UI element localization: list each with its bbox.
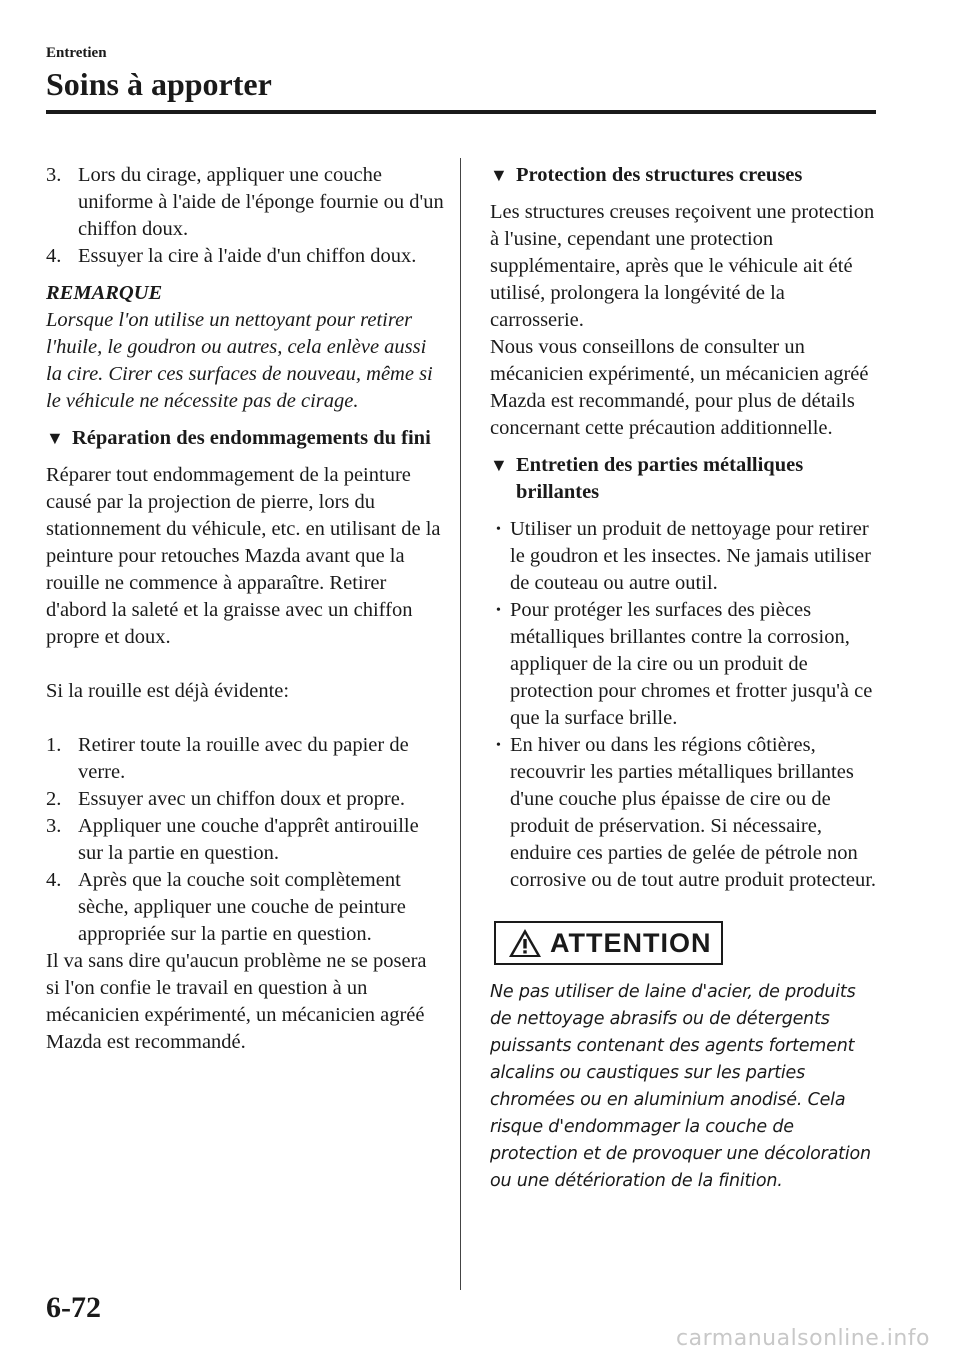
section-label: Entretien <box>46 45 107 61</box>
step-number: 2. <box>46 788 62 810</box>
heading-text: Entretien des parties métalliques brillantes <box>516 454 804 503</box>
paragraph: Si la rouille est déjà évidente: <box>46 680 290 702</box>
list-item <box>46 162 444 243</box>
step-text: Lors du cirage, appliquer une couche uniforme à l'aide de l'éponge fournie ou d'un chiffon doux. <box>78 164 444 240</box>
attention-box <box>494 921 723 965</box>
paragraph: Nous vous conseillons de consulter un mécanicien expérimenté, un mécanicien agréé Mazda est recommandé, pour plus de détails concernant cette précaution additionnelle. <box>490 336 869 439</box>
watermark: carmanualsonline.info <box>676 1326 930 1351</box>
repair-steps-list <box>46 732 444 948</box>
step-number: 1. <box>46 734 62 756</box>
paragraph: Il va sans dire qu'aucun problème ne se posera si l'on confie le travail en question à un mécanicien expérimenté, un mécanicien agréé Mazda est recommandé. <box>46 950 427 1053</box>
attention-text: Ne pas utiliser de laine d'acier, de produits de nettoyage abrasifs ou de détergents puissants contenant des agents fortement alcalins ou caustiques sur les parties chromées ou en aluminium anodisé. Cela risque d'endommager la couche de protection et de provoquer une décoloration ou une détérioration de la finition. <box>490 982 871 1191</box>
heading-text: Réparation des endommagements du fini <box>72 427 431 449</box>
wax-steps-list <box>46 162 444 270</box>
bullet-icon: • <box>496 522 501 537</box>
triangle-marker-icon: ▼ <box>490 455 508 475</box>
list-item <box>490 732 880 894</box>
bullet-text: Pour protéger les surfaces des pièces métalliques brillantes contre la corrosion, appliquer de la cire ou un produit de protection pour chromes et frotter jusqu'à ce que la surface brille. <box>510 599 873 729</box>
bullet-text: En hiver ou dans les régions côtières, recouvrir les parties métalliques brillantes d'une couche plus épaisse de cire ou de produit de préservation. Si nécessaire, enduire ces parties de gelée de pétrole non corrosive ou de tout autre produit protecteur. <box>510 734 877 891</box>
list-item <box>490 516 880 597</box>
section-heading <box>46 425 444 452</box>
header-rule <box>46 110 876 114</box>
paragraph: Réparer tout endommagement de la peinture causé par la projection de pierre, lors du stationnement du véhicule, etc. en utilisant de la peinture pour retouches Mazda avant que la rouille ne commence à apparaître. Retirer d'abord la saleté et la graisse avec un chiffon propre et doux. <box>46 464 441 648</box>
note-text: Lorsque l'on utilise un nettoyant pour retirer l'huile, le goudron ou autres, cela enlève aussi la cire. Cirer ces surfaces de nouveau, même si le véhicule ne nécessite pas de cirage. <box>46 309 433 412</box>
right-column <box>490 162 880 1195</box>
bullet-icon: • <box>496 603 501 618</box>
page-number: 6-72 <box>46 1291 101 1324</box>
step-text: Retirer toute la rouille avec du papier de verre. <box>78 734 409 783</box>
list-item <box>490 597 880 732</box>
step-number: 4. <box>46 245 62 267</box>
list-item <box>46 243 444 270</box>
triangle-marker-icon: ▼ <box>490 165 508 185</box>
column-divider <box>460 158 461 1290</box>
list-item <box>46 786 444 813</box>
attention-label: ATTENTION <box>550 927 712 958</box>
section-heading <box>490 452 880 506</box>
bullet-list <box>490 516 880 894</box>
step-number: 3. <box>46 815 62 837</box>
bullet-text: Utiliser un produit de nettoyage pour retirer le goudron et les insectes. Ne jamais utiliser de couteau ou autre outil. <box>510 518 871 594</box>
step-text: Essuyer avec un chiffon doux et propre. <box>78 788 405 810</box>
triangle-marker-icon: ▼ <box>46 428 64 448</box>
bullet-icon: • <box>496 738 501 753</box>
note-title: REMARQUE <box>46 282 163 304</box>
step-number: 4. <box>46 869 62 891</box>
step-text: Après que la couche soit complètement sèche, appliquer une couche de peinture appropriée sur la partie en question. <box>78 869 406 945</box>
section-heading <box>490 162 880 189</box>
list-item <box>46 732 444 786</box>
paragraph: Les structures creuses reçoivent une protection à l'usine, cependant une protection supplémentaire, après que le véhicule ait été utilisé, prolongera la longévité de la carrosserie. <box>490 201 875 331</box>
heading-text: Protection des structures creuses <box>516 164 803 186</box>
step-number: 3. <box>46 164 62 186</box>
step-text: Essuyer la cire à l'aide d'un chiffon doux. <box>78 245 417 267</box>
page-header <box>46 44 876 104</box>
page-title: Soins à apporter <box>46 66 272 102</box>
step-text: Appliquer une couche d'apprêt antirouille sur la partie en question. <box>78 815 419 864</box>
list-item <box>46 813 444 867</box>
list-item <box>46 867 444 948</box>
warning-triangle-icon <box>508 928 542 958</box>
left-column <box>46 162 444 1056</box>
